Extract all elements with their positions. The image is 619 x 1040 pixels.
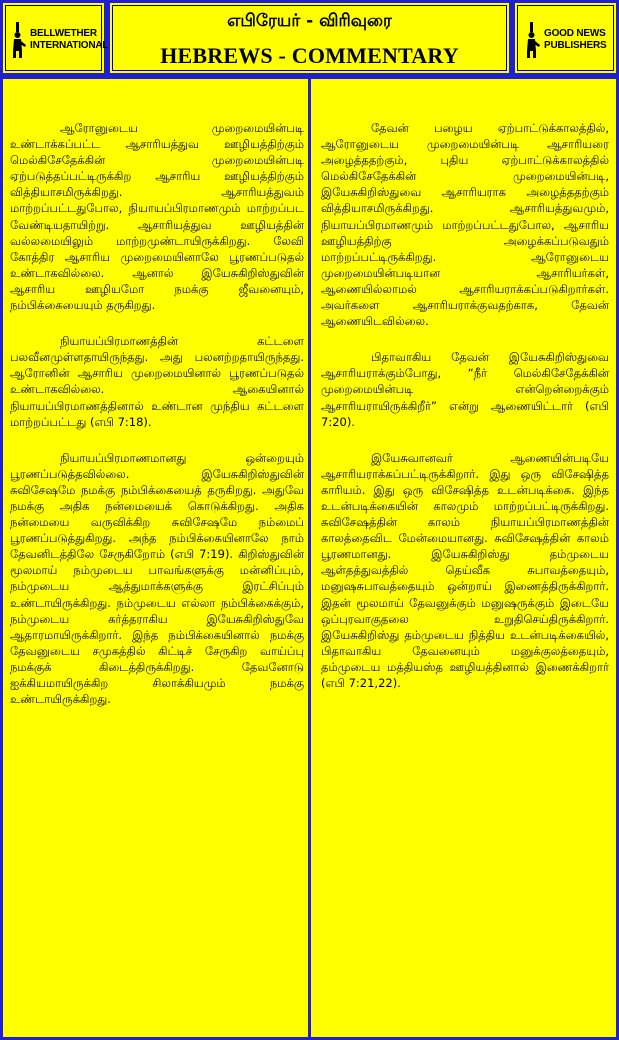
left-column xyxy=(10,120,304,727)
left-paragraph: நியாயப்பிரமாணத்தின் கட்டளை பலவீனமுள்ளதாயிருந்தது. அது பலனற்றதாயிருந்தது. ஆரோனின் ஆசாரிய முறைமையினால் பூரணப்படுதல் உண்டாகவில்லை. ஆகையினால் நியாயப்பிரமாணத்தினால் உண்டான முந்திய கட்டளை மாற்றப்பட்டது (எபி 7:18). xyxy=(10,334,304,429)
bellwether-logo-text xyxy=(30,28,108,52)
bell-ringer-icon xyxy=(523,21,541,59)
title-english: HEBREWS - COMMENTARY xyxy=(160,43,459,68)
right-paragraph: இயேசுவானவர் ஆணையின்படியே ஆசாரியராக்கப்பட்டிருக்கிறார். இது ஒரு விசேஷித்த காரியம். இது ஒரு விசேஷித்த உடன்படிக்கை. இந்த உடன்படிக்கையின் காலமும் மாற்றப்பட்டிருக்கிறது. சுவிசேஷத்தின் காலம் நியாயப்பிரமாணத்தின் காலத்தைவிட மேன்மையானது. சுவிசேஷத்தின் காலம் பூரணமானது. இயேசுகிறிஸ்து தம்முடைய ஆள்தத்துவத்தில் தெய்வீக சுபாவத்தையும், மனுஷசுபாவத்தையும் ஒன்றாய் இணைத்திருக்கிறார். இதன் மூலமாய் தேவனுக்கும் மனுஷருக்கும் இடையே ஒப்புரவாகுதலை உறுதிசெய்திருக்கிறார். இயேசுகிறிஸ்து தம்முடைய நித்திய உடன்படிக்கையில், பிதாவாகிய தேவனையும் மனுக்குலத்தையும், தம்முடைய மத்தியஸ்த ஊழியத்தினால் இணைக்கிறார் (எபி 7:21,22). xyxy=(321,450,609,690)
left-logo-line2: INTERNATIONAL xyxy=(30,40,109,51)
right-logo-line2: PUBLISHERS xyxy=(544,40,607,51)
right-logo-line1: GOOD NEWS xyxy=(544,28,606,39)
right-column xyxy=(321,120,609,711)
right-logo-box xyxy=(512,0,619,76)
right-paragraph: பிதாவாகிய தேவன் இயேசுகிறிஸ்துவை ஆசாரியராக்கும்போது, “நீர் மெல்கிசேதேக்கின் முறைமையின்படி என்றென்றைக்கும் ஆசாரியராயிருக்கிறீர்” என்று ஆணையிட்டார் (எபி 7:20). xyxy=(321,350,609,429)
left-logo-line1: BELLWETHER xyxy=(30,28,97,39)
left-logo-box xyxy=(0,0,107,76)
bellwether-logo xyxy=(9,21,108,59)
left-paragraph: ஆரோனுடைய முறைமையின்படி உண்டாக்கப்பட்ட ஆசாரியத்துவ ஊழியத்திற்கும் மெல்கிசேதேக்கின் முறைமையின்படி ஏற்படுத்தப்பட்டிருக்கிற ஆசாரிய ஊழியத்திற்கும் வித்தியாசமிருக்கிறது. ஆசாரியத்துவம் மாற்றப்பட்டதுபோல, நியாயப்பிரமாணமும் மாற்றப்பட வேண்டியதாயிற்று. ஆசாரியத்துவ ஊழியத்தின் வல்லமையிலும் மாற்றமுண்டாயிருக்கிறது. லேவி கோத்திர ஆசாரிய முறைமையினாலே பூரணப்படுதல் உண்டாகவில்லை. ஆனால் இயேசுகிறிஸ்துவின் ஆசாரிய ஊழியமோ நமக்கு ஜீவனையும், நம்பிக்கையையும் தருகிறது. xyxy=(10,121,304,313)
good-news-logo-text xyxy=(544,28,606,52)
title-tamil: எபிரேயர் - விரிவுரை xyxy=(227,11,392,31)
right-paragraph: தேவன் பழைய ஏற்பாட்டுக்காலத்தில், ஆரோனுடைய முறைமையின்படி ஆசாரியரை அழைத்ததற்கும், புதிய ஏற்பாட்டுக்காலத்தில் மெல்கிசேதேக்கின் முறைமையின்படி, இயேசுகிறிஸ்துவை ஆசாரியராக அழைத்ததற்கும் வித்தியாசமிருக்கிறது. ஆசாரியத்துவமும், நியாயப்பிரமாணமும் மாற்றப்பட்டதுபோல, ஆசாரிய ஊழியத்திற்கு அழைக்கப்படுவதும் மாற்றப்பட்டிருக்கிறது. ஆரோனுடைய முறைமையின்படியான ஆசாரியர்கள், ஆணையில்லாமல் ஆசாரியராக்கப்படுகிறார்கள். அவர்களை ஆசாரியராக்குவதற்காக, தேவன் ஆணையிடவில்லை. xyxy=(321,121,609,329)
good-news-logo xyxy=(523,21,606,59)
left-paragraph: நியாயப்பிரமாணமானது ஒன்றையும் பூரணப்படுத்தவில்லை. இயேசுகிறிஸ்துவின் சுவிசேஷமே நமக்கு நம்பிக்கையைத் தருகிறது. அதுவே நமக்கு அதிக நன்மையைக் கொடுக்கிறது. அதிக நன்மையை வருவிக்கிற சுவிசேஷமே நம்மைப் பூரணப்படுத்துகிறது. அந்த நம்பிக்கையினாலே நாம் தேவனிடத்திலே சேருகிறோம் (எபி 7:19). கிறிஸ்துவின் மூலமாய் நம்முடைய பாவங்களுக்கு மன்னிப்பும், நம்முடைய ஆத்துமாக்களுக்கு இரட்சிப்பும் உண்டாயிருக்கிறது. நம்முடைய எல்லா நம்பிக்கைக்கும், நம்முடைய கர்த்தராகிய இயேசுகிறிஸ்துவே ஆதாரமாயிருக்கிறார். இந்த நம்பிக்கையினால் நமக்கு தேவனுடைய சமுகத்தில் கிட்டிச் சேருகிற வாய்ப்பு நமக்குக் கிடைத்திருக்கிறது. தேவனோடு ஐக்கியமாயிருக்கிற சிலாக்கியமும் நமக்கு உண்டாயிருக்கிறது. xyxy=(10,450,304,707)
title-box xyxy=(107,0,512,76)
bell-ringer-icon xyxy=(9,21,27,59)
